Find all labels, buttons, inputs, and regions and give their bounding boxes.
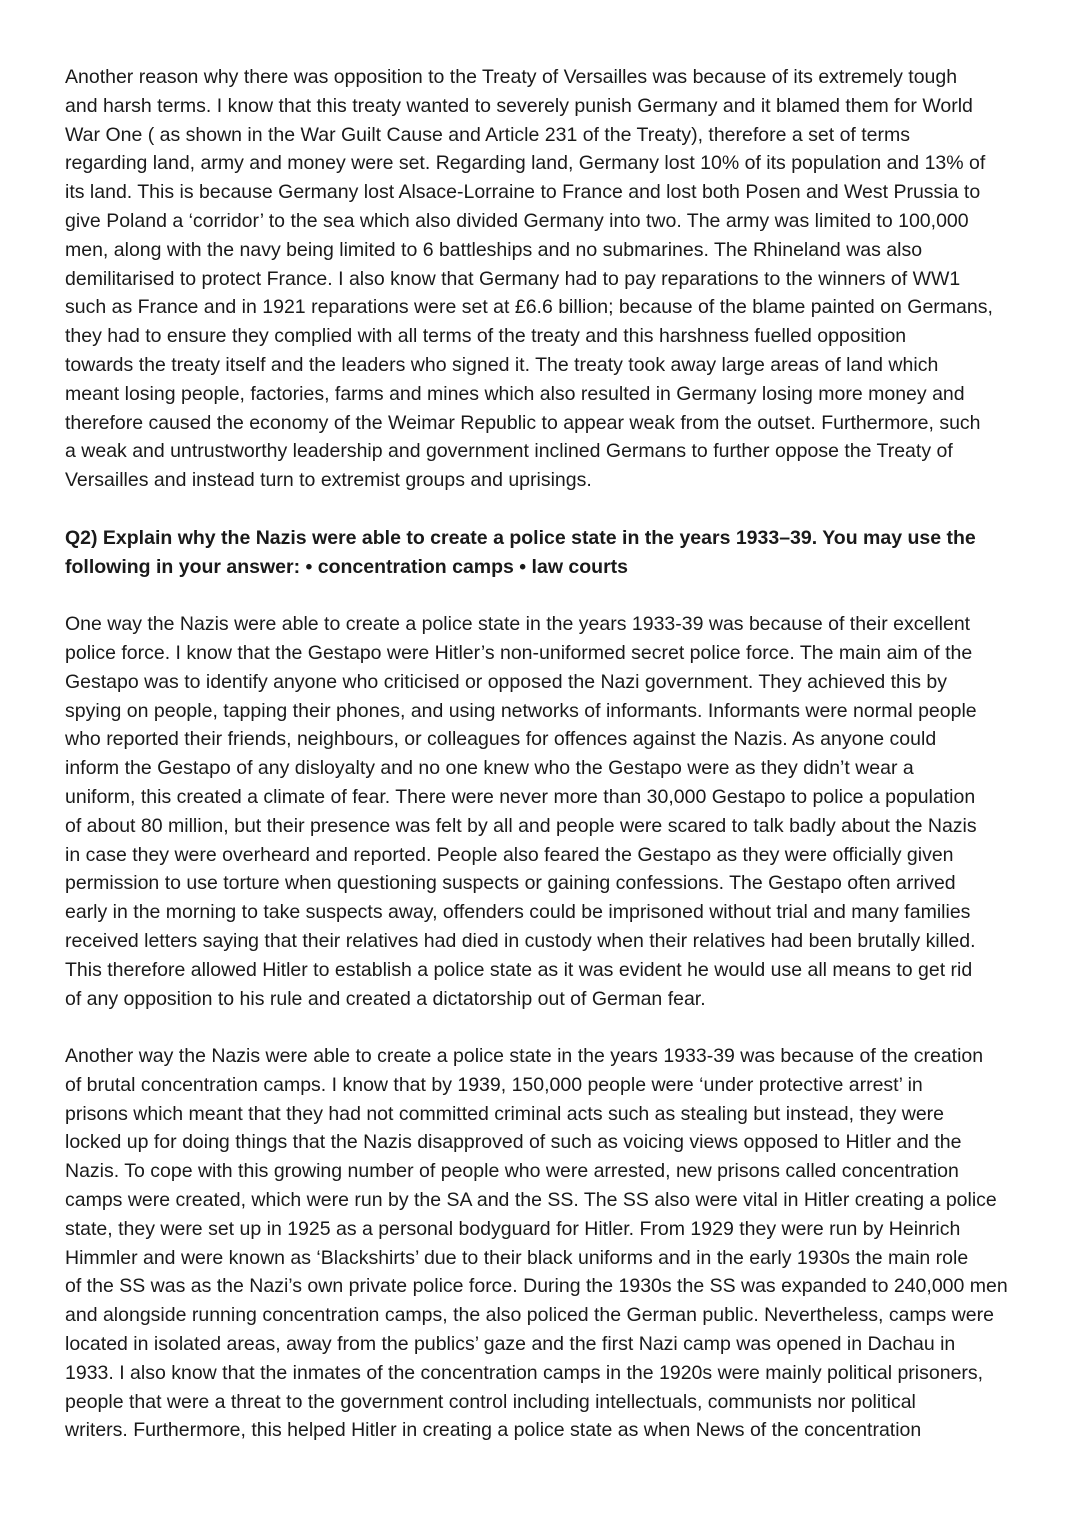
text-line: prisons which meant that they had not committed criminal acts such as stealing but instead, they were bbox=[65, 1102, 945, 1125]
paragraph-spacer bbox=[65, 1013, 1020, 1042]
text-line: One way the Nazis were able to create a police state in the years 1933-39 was because of their excellent bbox=[65, 613, 971, 636]
paragraph-gestapo bbox=[65, 610, 1020, 1013]
text-line: inform the Gestapo of any disloyalty and no one knew who the Gestapo were as they didn’t wear a bbox=[65, 757, 914, 780]
text-line: received letters saying that their relatives had died in custody when their relatives had been brutally killed. bbox=[65, 929, 976, 952]
question-heading bbox=[65, 524, 1020, 582]
text-line: and alongside running concentration camps, the also policed the German public. Nevertheless, camps were bbox=[65, 1304, 994, 1327]
text-line: of about 80 million, but their presence was felt by all and people were scared to talk badly about the Nazis bbox=[65, 814, 977, 837]
text-line: of any opposition to his rule and created a dictatorship out of German fear. bbox=[65, 987, 706, 1010]
text-line: and harsh terms. I know that this treaty wanted to severely punish Germany and it blamed them for World bbox=[65, 94, 973, 117]
text-line: Himmler and were known as ‘Blackshirts’ due to their black uniforms and in the early 1930s the main role bbox=[65, 1246, 969, 1269]
document-page bbox=[65, 63, 1020, 1445]
text-line: meant losing people, factories, farms and mines which also resulted in Germany losing more money and bbox=[65, 382, 965, 405]
text-line: they had to ensure they complied with all terms of the treaty and this harshness fuelled opposition bbox=[65, 325, 907, 348]
text-line: a weak and untrustworthy leadership and government inclined Germans to further oppose the Treaty of bbox=[65, 440, 953, 463]
text-line: such as France and in 1921 reparations were set at £6.6 billion; because of the blame painted on Germans, bbox=[65, 296, 993, 319]
text-line: of brutal concentration camps. I know that by 1939, 150,000 people were ‘under protective arrest’ in bbox=[65, 1073, 923, 1096]
text-line: its land. This is because Germany lost Alsace-Lorraine to France and lost both Posen and West Prussia to bbox=[65, 181, 981, 204]
text-line: located in isolated areas, away from the publics’ gaze and the first Nazi camp was opened in Dachau in bbox=[65, 1333, 956, 1356]
text-line: spying on people, tapping their phones, and using networks of informants. Informants were normal people bbox=[65, 699, 977, 722]
text-line: 1933. I also know that the inmates of the concentration camps in the 1920s were mainly political prisoners, bbox=[65, 1361, 984, 1384]
text-line: demilitarised to protect France. I also know that Germany had to pay reparations to the winners of WW1 bbox=[65, 267, 961, 290]
text-line: Another way the Nazis were able to create a police state in the years 1933-39 was because of the creation bbox=[65, 1045, 984, 1068]
text-line: state, they were set up in 1925 as a personal bodyguard for Hitler. From 1929 they were run by Heinrich bbox=[65, 1217, 961, 1240]
text-line: in case they were overheard and reported. People also feared the Gestapo as they were officially given bbox=[65, 843, 954, 866]
text-line: regarding land, army and money were set. Regarding land, Germany lost 10% of its population and 13% of bbox=[65, 152, 986, 175]
text-line: men, along with the navy being limited to 6 battleships and no submarines. The Rhineland was also bbox=[65, 238, 923, 261]
text-line: people that were a threat to the government control including intellectuals, communists nor political bbox=[65, 1390, 916, 1413]
text-line: towards the treaty itself and the leaders who signed it. The treaty took away large areas of land which bbox=[65, 353, 939, 376]
text-line: Gestapo was to identify anyone who criticised or opposed the Nazi government. They achieved this by bbox=[65, 670, 947, 693]
paragraph-spacer bbox=[65, 581, 1020, 610]
text-line: locked up for doing things that the Nazis disapproved of such as voicing views opposed to Hitler and the bbox=[65, 1131, 962, 1154]
question-line: Q2) Explain why the Nazis were able to create a police state in the years 1933–39. You may use the bbox=[65, 526, 976, 549]
text-line: early in the morning to take suspects away, offenders could be imprisoned without trial and many families bbox=[65, 901, 971, 924]
text-line: therefore caused the economy of the Weimar Republic to appear weak from the outset. Furthermore, such bbox=[65, 411, 981, 434]
text-line: War One ( as shown in the War Guilt Cause and Article 231 of the Treaty), therefore a set of terms bbox=[65, 123, 911, 146]
text-line: give Poland a ‘corridor’ to the sea which also divided Germany into two. The army was limited to 100,000 bbox=[65, 209, 969, 232]
question-line: following in your answer: • concentration camps • law courts bbox=[65, 555, 628, 578]
text-line: writers. Furthermore, this helped Hitler in creating a police state as when News of the concentration bbox=[65, 1419, 922, 1442]
text-line: of the SS was as the Nazi’s own private police force. During the 1930s the SS was expanded to 240,000 men bbox=[65, 1275, 1008, 1298]
text-line: This therefore allowed Hitler to establish a police state as it was evident he would use all means to get rid bbox=[65, 958, 973, 981]
text-line: Nazis. To cope with this growing number of people who were arrested, new prisons called concentration bbox=[65, 1160, 959, 1183]
paragraph-concentration-camps bbox=[65, 1042, 1020, 1445]
text-line: Versailles and instead turn to extremist groups and uprisings. bbox=[65, 469, 592, 492]
text-line: police force. I know that the Gestapo were Hitler’s non-uniformed secret police force. The main aim of the bbox=[65, 641, 973, 664]
text-line: permission to use torture when questioning suspects or gaining confessions. The Gestapo often arrived bbox=[65, 872, 956, 895]
paragraph-spacer bbox=[65, 495, 1020, 524]
text-line: uniform, this created a climate of fear. There were never more than 30,000 Gestapo to police a population bbox=[65, 785, 976, 808]
text-line: camps were created, which were run by the SA and the SS. The SS also were vital in Hitler creating a police bbox=[65, 1189, 997, 1212]
paragraph-treaty-opposition bbox=[65, 63, 1020, 495]
text-line: Another reason why there was opposition to the Treaty of Versailles was because of its extremely tough bbox=[65, 66, 958, 88]
text-line: who reported their friends, neighbours, or colleagues for offences against the Nazis. As anyone could bbox=[65, 728, 937, 751]
